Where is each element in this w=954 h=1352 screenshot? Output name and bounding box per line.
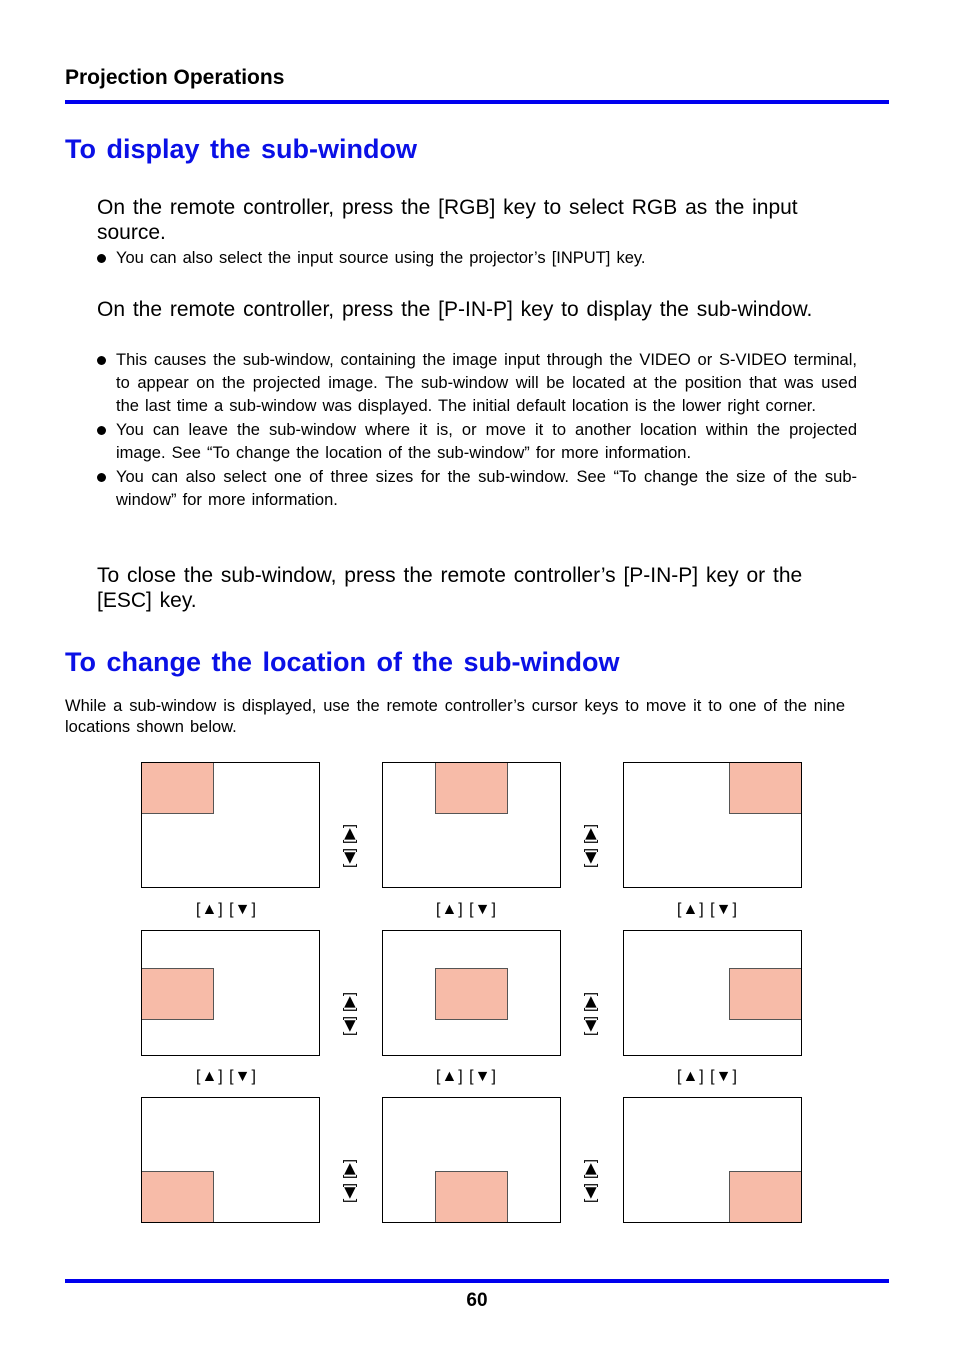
footer-rule: [65, 1279, 889, 1283]
screen-top-center: [382, 762, 561, 888]
step-1-bullets: [97, 247, 857, 271]
left-right-keys-label: [◀] [▶]: [342, 824, 359, 868]
sub-window: [729, 1171, 802, 1223]
step-2-bullets: [97, 349, 857, 513]
header-rule: [65, 100, 889, 104]
sub-window: [435, 1171, 508, 1223]
sub-window: [141, 1171, 214, 1223]
bullet-item: This causes the sub-window, containing the image input through the VIDEO or S-VIDEO terminal, to appear on the projected image. The sub-window will be located at the position that was used the last time a sub-window was displayed. The initial default location is the lower right corner.: [97, 349, 857, 418]
screen-top-left: [141, 762, 320, 888]
bullet-item: You can also select one of three sizes for the sub-window. See “To change the size of the sub-window” for more information.: [97, 466, 857, 512]
sub-window: [141, 762, 214, 814]
sub-window: [435, 968, 508, 1020]
up-down-keys-label: [▲] [▼]: [677, 1068, 738, 1085]
screen-center: [382, 930, 561, 1056]
screen-bottom-right: [623, 1097, 802, 1223]
left-right-keys-label: [◀] [▶]: [342, 992, 359, 1036]
header-title: Projection Operations: [65, 66, 285, 89]
screen-bottom-left: [141, 1097, 320, 1223]
screen-bottom-center: [382, 1097, 561, 1223]
bullet-item: You can also select the input source using the projector’s [INPUT] key.: [97, 247, 857, 270]
step-1-text: On the remote controller, press the [RGB] key to select RGB as the input source.: [97, 196, 798, 244]
up-down-keys-label: [▲] [▼]: [436, 901, 497, 918]
bullet-item: You can leave the sub-window where it is, or move it to another location within the projected image. See “To change the location of the sub-window” for more information.: [97, 419, 857, 465]
screen-middle-left: [141, 930, 320, 1056]
sub-window: [435, 762, 508, 814]
sub-window: [729, 968, 802, 1020]
sub-window: [141, 968, 214, 1020]
up-down-keys-label: [▲] [▼]: [196, 1068, 257, 1085]
left-right-keys-label: [◀] [▶]: [583, 824, 600, 868]
close-instruction: To close the sub-window, press the remote controller’s [P-IN-P] key or the [ESC] key.: [97, 564, 803, 612]
page-number: 60: [466, 1290, 488, 1311]
left-right-keys-label: [◀] [▶]: [583, 1159, 600, 1203]
section-heading-display: To display the sub-window: [65, 134, 417, 164]
location-intro: While a sub-window is displayed, use the remote controller’s cursor keys to move it to one of the nine locations shown below.: [65, 697, 845, 736]
screen-middle-right: [623, 930, 802, 1056]
up-down-keys-label: [▲] [▼]: [196, 901, 257, 918]
left-right-keys-label: [◀] [▶]: [583, 992, 600, 1036]
up-down-keys-label: [▲] [▼]: [677, 901, 738, 918]
up-down-keys-label: [▲] [▼]: [436, 1068, 497, 1085]
screen-top-right: [623, 762, 802, 888]
left-right-keys-label: [◀] [▶]: [342, 1159, 359, 1203]
section-heading-location: To change the location of the sub-window: [65, 647, 620, 677]
sub-window: [729, 762, 802, 814]
step-2-text: On the remote controller, press the [P-IN-P] key to display the sub-window.: [97, 298, 813, 321]
